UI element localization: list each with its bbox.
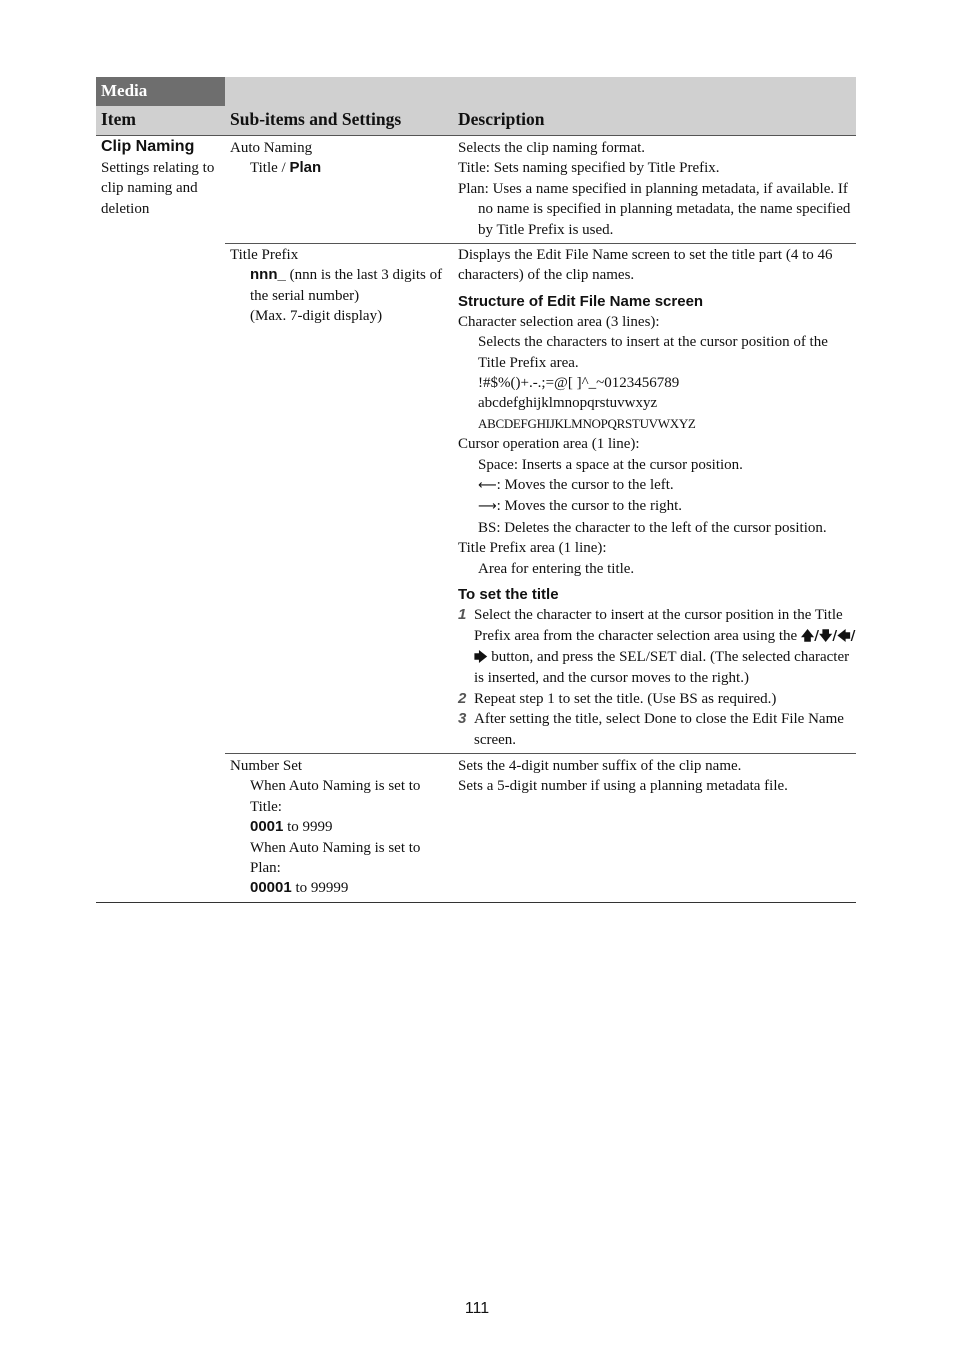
desc-line: Sets a 5-digit number if using a planning metadata file. [458, 778, 788, 795]
prefix-area-label: Title Prefix area (1 line): [458, 540, 607, 557]
table-row-auto-naming [96, 136, 856, 243]
step-number: 2 [458, 689, 467, 707]
cursor-right-text: : Moves the cursor to the right. [496, 498, 683, 515]
step-item [458, 605, 856, 689]
step-text: Select the character to insert at the cursor position in the Title Prefix area from the character selection area using the [474, 607, 843, 644]
table-bottom-rule [96, 902, 856, 903]
page-number: 111 [464, 1300, 490, 1317]
step-item [458, 689, 856, 709]
step-number: 3 [458, 710, 467, 728]
title-range [230, 817, 454, 837]
table-row-number-set [96, 754, 856, 902]
direction-arrows-icon: 🡅/🡇/🡄/🡆 [474, 628, 856, 665]
cursor-left [458, 475, 856, 496]
cursor-area-label: Cursor operation area (1 line): [458, 436, 640, 453]
step-text: Repeat step 1 to set the title. (Use BS as required.) [474, 690, 777, 707]
desc-line: Plan: Uses a name specified in planning metadata, if available. If no name is specified in planning metadata, the name specified by Title Prefix is used. [458, 180, 851, 238]
title-default-value: 0001 [250, 818, 284, 836]
table-header [96, 77, 856, 136]
section-tab-media: Media [96, 77, 225, 106]
sub-item-values [230, 158, 454, 178]
value-default: nnn_ [250, 266, 286, 284]
right-arrow-icon: ⟶ [478, 499, 497, 515]
column-header-item: Item [101, 109, 136, 129]
char-area-desc: Selects the characters to insert at the cursor position of the Title Prefix area. [478, 334, 828, 371]
desc-intro: Displays the Edit File Name screen to set the title part (4 to 46 characters) of the clip names. [458, 247, 833, 284]
when-plan: When Auto Naming is set to Plan: [250, 839, 421, 877]
item-cell [101, 137, 223, 219]
step-text-cont: button, and press the SEL/SET dial. (The selected character is inserted, and the cursor moves to the right.) [474, 648, 850, 687]
cursor-bs: BS: Deletes the character to the left of the cursor position. [478, 519, 827, 536]
sub-item-name: Auto Naming [230, 140, 313, 156]
cursor-right [458, 496, 856, 517]
when-title: When Auto Naming is set to Title: [250, 778, 421, 815]
prefix-area-desc: Area for entering the title. [478, 560, 635, 577]
description-cell [458, 756, 856, 797]
plan-range [230, 878, 454, 898]
sub-item-name: Title Prefix [230, 247, 299, 263]
cursor-space: Space: Inserts a space at the cursor position. [478, 456, 743, 473]
sub-item-default [230, 265, 454, 306]
cursor-left-text: : Moves the cursor to the left. [496, 477, 674, 494]
step-item [458, 709, 856, 750]
char-area-label: Character selection area (3 lines): [458, 313, 660, 330]
sub-item-cell [230, 756, 454, 899]
item-description: Settings relating to clip naming and deletion [101, 160, 215, 217]
desc-line: Selects the clip naming format. [458, 140, 646, 156]
description-cell [458, 245, 856, 750]
desc-line: Title: Sets naming specified by Title Prefix. [458, 160, 720, 177]
set-title-heading: To set the title [458, 586, 559, 604]
plan-default-value: 00001 [250, 879, 292, 897]
sub-item-name: Number Set [230, 758, 303, 774]
column-header-description: Description [458, 109, 545, 129]
sub-item-cell [230, 245, 454, 327]
char-set-symbols: !#$%()+.-.;=@[ ]^_~0123456789 [478, 375, 680, 392]
step-number: 1 [458, 606, 467, 624]
settings-table [96, 77, 856, 897]
description-cell [458, 138, 856, 240]
title-range-text: to 9999 [283, 819, 333, 836]
column-header-sub-items: Sub-items and Settings [230, 109, 402, 129]
sub-item-max: (Max. 7-digit display) [250, 308, 383, 325]
value-note: (nnn is the last 3 digits of the serial number) [250, 267, 443, 304]
desc-line: Sets the 4-digit number suffix of the clip name. [458, 758, 742, 774]
char-set-lower: abcdefghijklmnopqrstuvwxyz [478, 395, 658, 412]
plan-range-text: to 99999 [291, 880, 349, 897]
structure-heading: Structure of Edit File Name screen [458, 292, 704, 310]
sub-item-cell [230, 138, 454, 179]
step-text: After setting the title, select Done to close the Edit File Name screen. [474, 711, 844, 748]
left-arrow-icon: ⟵ [478, 478, 497, 494]
value-plan-default: Plan [289, 159, 322, 177]
char-set-upper: ABCDEFGHIJKLMNOPQRSTUVWXYZ [478, 415, 696, 431]
item-name: Clip Naming [101, 138, 195, 155]
table-row-title-prefix [96, 244, 856, 753]
value-title: Title / [250, 160, 290, 177]
